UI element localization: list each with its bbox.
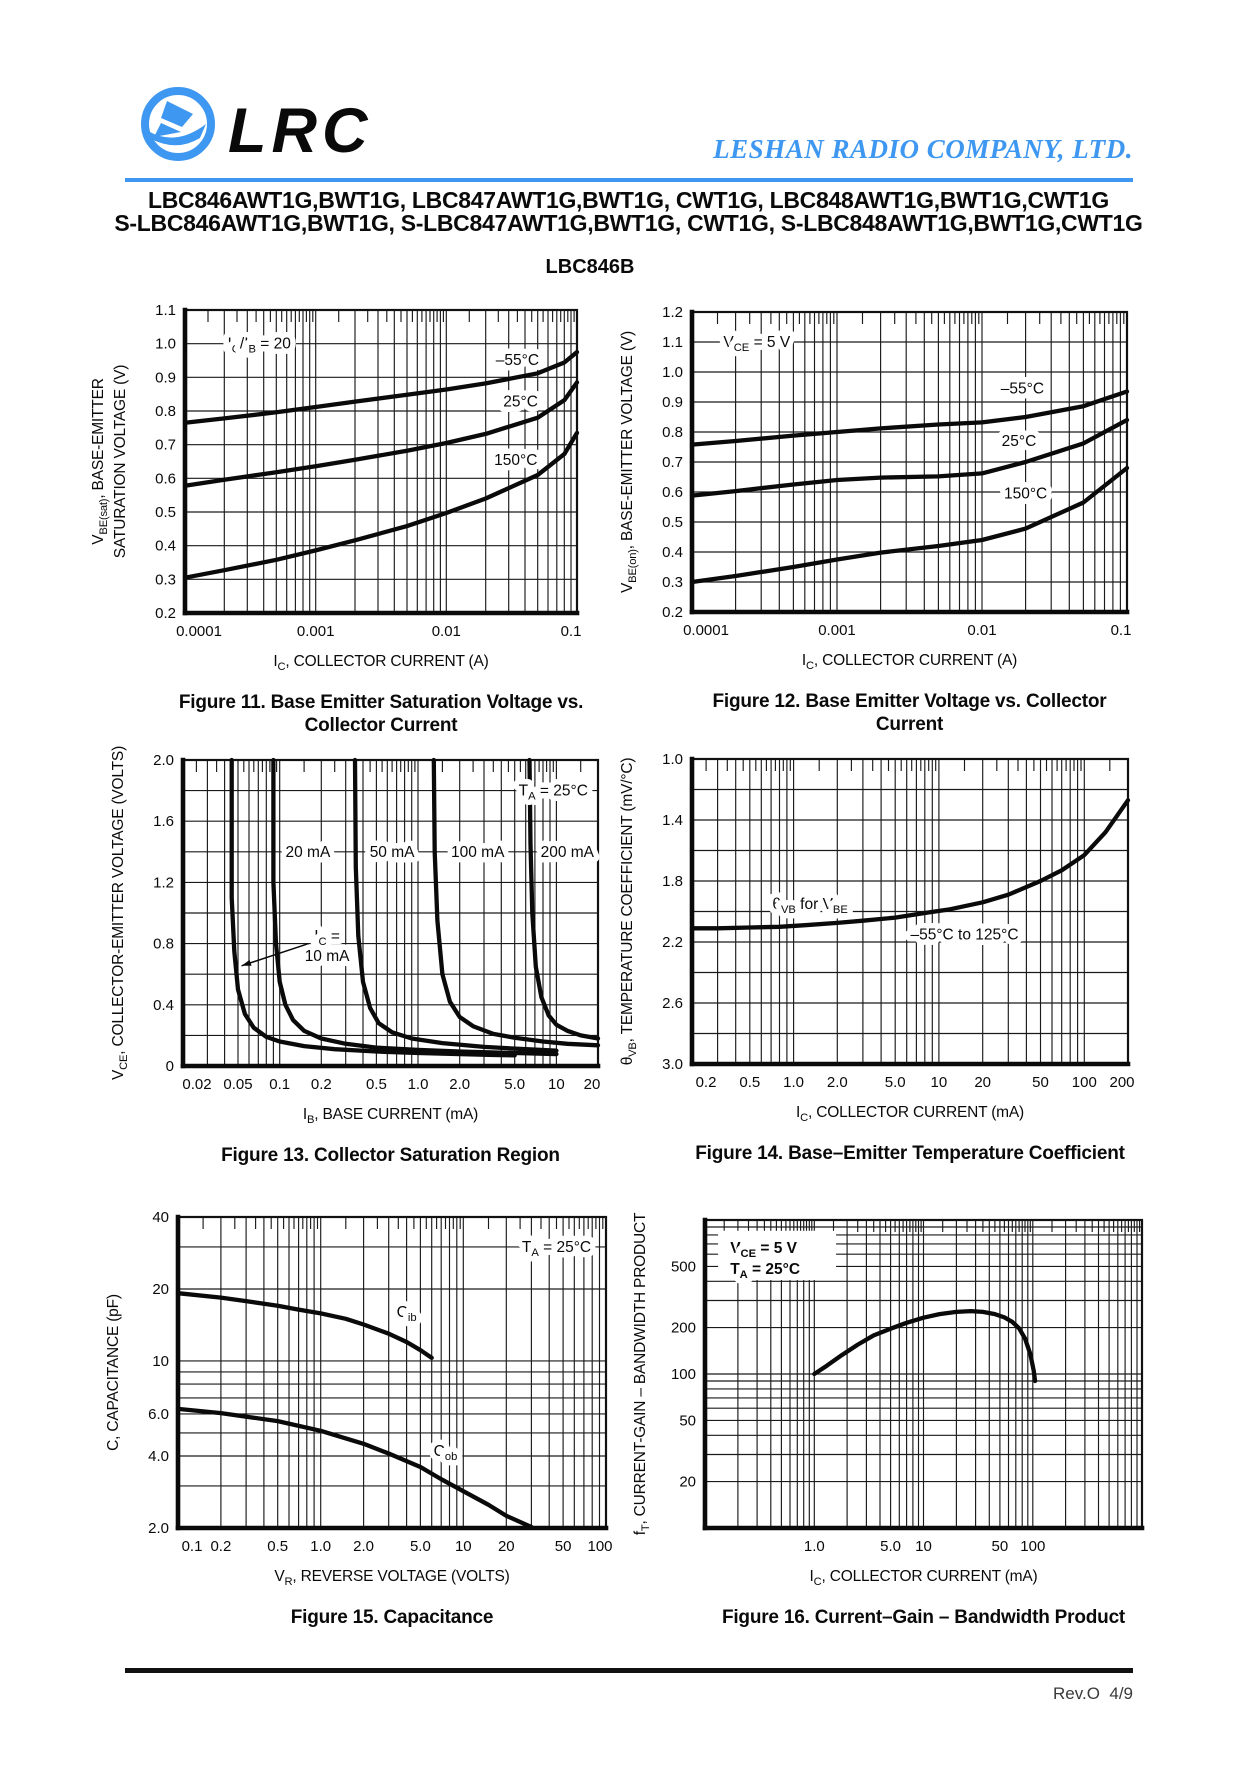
x-axis-label: $V_R$, REVERSE VOLTAGE (VOLTS) [274, 1568, 510, 1588]
svg-text:1.4: 1.4 [662, 812, 683, 829]
y-tick-labels [671, 1258, 696, 1490]
chart-annotation: 25°C [1001, 433, 1037, 450]
chart-annotation: 150°C [1003, 485, 1048, 503]
svg-text:0.02: 0.02 [182, 1076, 212, 1093]
chart-annotation: $\theta_{VB}$ for $V_{BE}$ [772, 895, 848, 916]
revision-text: Rev.O 4/9 [1053, 1684, 1133, 1703]
y-axis-label: $f_T$, CURRENT-GAIN – BANDWIDTH PRODUCT [632, 1212, 652, 1536]
x-axis-label: $I_C$, COLLECTOR CURRENT (A) [273, 653, 489, 673]
svg-text:1.6: 1.6 [153, 813, 174, 831]
svg-text:50: 50 [991, 1538, 1009, 1555]
curve-150°C [692, 468, 1127, 582]
chart-annotation: 25°C [503, 393, 538, 411]
svg-text:1.2: 1.2 [662, 304, 683, 321]
svg-text:0.2: 0.2 [155, 605, 176, 622]
curve-20 mA [273, 760, 556, 1054]
y-tick-labels [148, 1209, 169, 1537]
chart-annotation: $C_{ib}$ [396, 1304, 417, 1325]
y-axis-label: C, CAPACITANCE (pF) [105, 1294, 122, 1451]
x-axis-label: $I_C$, COLLECTOR CURRENT (A) [801, 652, 1018, 672]
svg-text:0.1: 0.1 [181, 1538, 203, 1555]
chart-annotation: $T_A = 25^\circ C$ [730, 1261, 801, 1282]
svg-text:20: 20 [583, 1076, 601, 1093]
svg-text:5.0: 5.0 [880, 1538, 902, 1555]
svg-text:0.6: 0.6 [155, 470, 176, 488]
svg-text:0.001: 0.001 [296, 623, 335, 640]
svg-text:0.05: 0.05 [223, 1076, 253, 1093]
grid-lines [183, 760, 598, 1066]
svg-text:6.0: 6.0 [148, 1405, 169, 1423]
svg-text:0.01: 0.01 [967, 622, 997, 639]
svg-text:0.2: 0.2 [695, 1074, 717, 1091]
x-tick-labels [182, 1076, 600, 1093]
svg-text:500: 500 [670, 1258, 696, 1276]
svg-text:10: 10 [548, 1076, 565, 1093]
chart-svg [58, 1201, 640, 1652]
chart-svg [572, 743, 1162, 1188]
svg-text:1.0: 1.0 [783, 1074, 805, 1091]
chart-annotation: $T_A = 25^\circ C$ [521, 1238, 592, 1259]
svg-text:100: 100 [1020, 1538, 1046, 1555]
svg-text:0.1: 0.1 [1110, 622, 1132, 639]
svg-text:1.0: 1.0 [407, 1076, 429, 1093]
svg-text:100: 100 [670, 1366, 696, 1383]
part-numbers-line2: S-LBC846AWT1G,BWT1G, S-LBC847AWT1G,BWT1G, CWT1G, S-LBC848AWT1G,BWT1G,CWT1G [114, 210, 1143, 236]
svg-text:1.0: 1.0 [662, 751, 683, 768]
svg-text:0.5: 0.5 [739, 1074, 761, 1091]
svg-text:50: 50 [554, 1538, 572, 1555]
chart-annotation: –55°C [1000, 380, 1045, 398]
figure-caption: Figure 15. Capacitance [290, 1607, 494, 1628]
svg-text:2.6: 2.6 [662, 995, 683, 1012]
svg-text:200: 200 [670, 1319, 696, 1337]
svg-text:5.0: 5.0 [884, 1074, 906, 1091]
figure-caption: Figure 16. Current–Gain – Bandwidth Product [721, 1607, 1126, 1628]
figure-caption: Figure 14. Base–Emitter Temperature Coefficient [695, 1143, 1125, 1164]
svg-text:1.0: 1.0 [310, 1538, 332, 1555]
svg-text:0.8: 0.8 [153, 935, 174, 953]
chart-annotation: $V_{CE} = 5$ V [723, 334, 791, 354]
x-axis-label: $I_C$, COLLECTOR CURRENT (mA) [796, 1104, 1024, 1124]
chart-annotation: 50 mA [369, 843, 415, 861]
svg-text:2.0: 2.0 [449, 1076, 471, 1093]
svg-text:1.1: 1.1 [155, 302, 176, 319]
svg-text:100: 100 [1071, 1074, 1097, 1091]
chart-annotation: $V_{CE} = 5$ V [730, 1239, 798, 1260]
grid-lines [178, 1217, 606, 1528]
svg-text:50: 50 [679, 1412, 696, 1430]
svg-text:0.1: 0.1 [560, 623, 582, 640]
chart-annotation: –55°C [495, 351, 540, 369]
svg-text:0.01: 0.01 [431, 623, 461, 640]
svg-text:0.0001: 0.0001 [683, 622, 729, 639]
svg-text:40: 40 [152, 1209, 169, 1226]
svg-text:3.0: 3.0 [662, 1056, 683, 1073]
svg-text:0.5: 0.5 [365, 1076, 387, 1093]
svg-text:10: 10 [152, 1352, 169, 1370]
chart-annotation: 20 mA [285, 843, 331, 861]
svg-text:2.0: 2.0 [153, 752, 174, 769]
svg-text:20: 20 [152, 1281, 169, 1298]
figure-caption: Figure 12. Base Emitter Voltage vs. Collector [712, 691, 1107, 712]
svg-text:0.4: 0.4 [153, 996, 174, 1014]
svg-text:0.0001: 0.0001 [176, 623, 222, 640]
figure-caption: Collector Current [304, 715, 458, 736]
svg-text:0.5: 0.5 [155, 504, 176, 521]
chart-svg [63, 744, 632, 1190]
company-name: LESHAN RADIO COMPANY, LTD. [713, 134, 1133, 164]
chart-annotation: $T_A = 25^\circ C$ [518, 782, 588, 803]
svg-text:20: 20 [497, 1538, 515, 1555]
svg-text:1.0: 1.0 [155, 335, 176, 353]
svg-text:0.8: 0.8 [155, 403, 176, 420]
svg-text:0.4: 0.4 [662, 544, 683, 561]
svg-text:2.0: 2.0 [148, 1520, 169, 1537]
y-axis-label: SATURATION VOLTAGE (V) [112, 364, 129, 559]
svg-text:0.7: 0.7 [662, 454, 683, 471]
figure-caption: Figure 11. Base Emitter Saturation Voltage vs. [178, 692, 584, 713]
svg-text:0.3: 0.3 [155, 571, 176, 589]
x-axis-label: $I_C$, COLLECTOR CURRENT (mA) [809, 1568, 1038, 1588]
svg-text:1.8: 1.8 [662, 873, 683, 890]
header-rule [125, 178, 1133, 182]
y-tick-labels [153, 752, 174, 1075]
svg-text:10: 10 [454, 1538, 472, 1555]
svg-text:0.2: 0.2 [662, 604, 683, 621]
svg-text:50: 50 [1032, 1074, 1049, 1091]
svg-text:0.5: 0.5 [267, 1538, 289, 1555]
svg-text:100: 100 [587, 1538, 613, 1555]
chart-annotation: 10 mA [304, 947, 350, 965]
x-tick-labels [696, 1074, 1135, 1091]
svg-text:20: 20 [679, 1473, 696, 1491]
x-tick-labels [182, 1538, 613, 1555]
curve-25°C [692, 420, 1127, 496]
chart-svg [65, 294, 611, 737]
figure-caption: Current [875, 714, 944, 735]
svg-text:0.6: 0.6 [662, 484, 683, 501]
x-axis-label: $I_B$, BASE CURRENT (mA) [302, 1106, 479, 1126]
svg-text:0: 0 [165, 1058, 174, 1075]
footer-rule [125, 1668, 1133, 1673]
svg-text:10: 10 [930, 1074, 948, 1091]
chart-annotation: $I_C$ = [314, 927, 340, 948]
y-axis-label: $V_{BE(on)}$, BASE-EMITTER VOLTAGE (V) [619, 331, 639, 593]
svg-text:0.001: 0.001 [818, 622, 856, 639]
svg-text:200: 200 [1109, 1074, 1135, 1091]
svg-text:0.1: 0.1 [269, 1076, 291, 1093]
svg-text:0.2: 0.2 [210, 1538, 232, 1555]
device-label: LBC846B [545, 256, 635, 278]
svg-text:0.3: 0.3 [662, 574, 683, 591]
svg-text:10: 10 [915, 1538, 932, 1555]
lrc-logo-text: LRC [228, 96, 373, 166]
figure-caption: Figure 13. Collector Saturation Region [221, 1145, 560, 1166]
svg-text:0.9: 0.9 [662, 394, 683, 411]
svg-text:0.2: 0.2 [310, 1076, 332, 1093]
svg-text:1.0: 1.0 [803, 1538, 825, 1555]
svg-text:1.0: 1.0 [662, 364, 683, 381]
chart-annotation: 100 mA [450, 843, 505, 861]
y-tick-labels [662, 304, 683, 621]
chart-svg [572, 296, 1161, 736]
svg-text:2.2: 2.2 [662, 934, 683, 951]
curve-θVB for VBE, -55°C to 125°C [692, 800, 1128, 928]
y-axis-label: $V_{BE(sat)}$, BASE-EMITTER [90, 378, 110, 545]
y-axis-label: $\theta_{VB}$, TEMPERATURE COEFFICIENT (mV/°C) [619, 757, 639, 1066]
svg-text:0.5: 0.5 [662, 514, 683, 531]
svg-text:0.4: 0.4 [155, 537, 176, 555]
svg-text:0.9: 0.9 [155, 369, 176, 387]
svg-text:4.0: 4.0 [148, 1448, 169, 1465]
x-tick-labels [804, 1538, 1045, 1555]
x-tick-labels [683, 622, 1131, 639]
curve-Cob [178, 1409, 531, 1527]
y-tick-labels [662, 751, 683, 1073]
svg-text:5.0: 5.0 [409, 1538, 431, 1555]
svg-text:2.0: 2.0 [826, 1074, 848, 1091]
svg-text:1.1: 1.1 [662, 334, 683, 351]
chart-annotation: $C_{ob}$ [433, 1443, 458, 1463]
part-numbers-line1: LBC846AWT1G,BWT1G, LBC847AWT1G,BWT1G, CWT1G, LBC848AWT1G,BWT1G,CWT1G [147, 187, 1110, 213]
svg-text:5.0: 5.0 [504, 1076, 526, 1093]
curve-Cib [178, 1293, 432, 1358]
svg-text:0.7: 0.7 [155, 436, 176, 454]
grid-lines [692, 759, 1128, 1064]
svg-text:1.2: 1.2 [153, 874, 174, 892]
svg-text:20: 20 [974, 1074, 992, 1091]
chart-annotation: –55°C to 125°C [910, 926, 1019, 944]
chart-annotation: 200 mA [540, 843, 595, 861]
chart-annotation: 150°C [494, 451, 538, 469]
curve--55°C [692, 392, 1127, 445]
svg-text:2.0: 2.0 [353, 1538, 375, 1555]
y-tick-labels [155, 302, 176, 622]
chart-svg [585, 1204, 1176, 1652]
grid-lines [692, 312, 1127, 612]
chart-annotation: $I_C/I_B = 20$ [227, 335, 291, 356]
y-axis-label: $V_{CE}$, COLLECTOR-EMITTER VOLTAGE (VOLTS) [110, 745, 130, 1081]
svg-text:0.8: 0.8 [662, 424, 683, 441]
x-tick-labels [176, 623, 581, 640]
